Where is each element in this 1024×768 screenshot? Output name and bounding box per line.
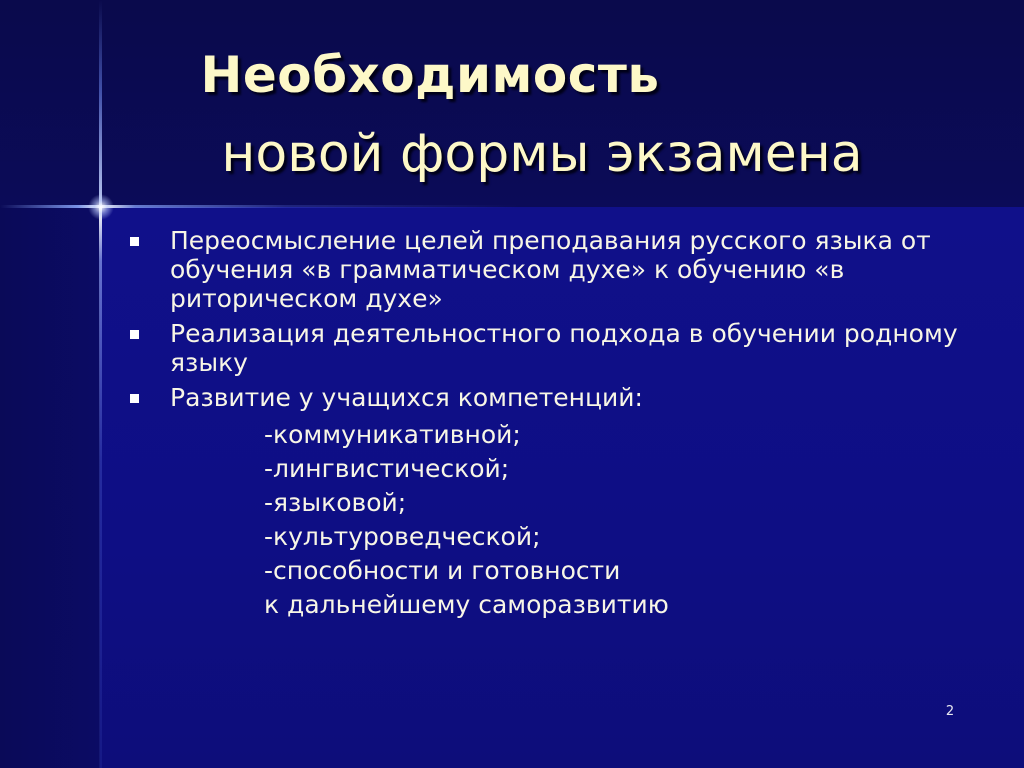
competency-item: -лингвистической; xyxy=(264,454,510,483)
bullet-list xyxy=(130,226,960,622)
left-strip xyxy=(0,207,100,768)
competency-item: -коммуникативной; xyxy=(264,420,521,449)
competency-item: -способности и готовности xyxy=(264,556,621,585)
slide-title: Необходимость xyxy=(200,46,660,104)
square-bullet-icon xyxy=(130,330,139,339)
bullet-text: Развитие у учащихся компетенций: xyxy=(170,383,643,412)
competency-item: -языковой; xyxy=(264,488,407,517)
bullet-text: Реализация деятельностного подхода в обучении родному языку xyxy=(170,319,958,377)
square-bullet-icon xyxy=(130,237,139,246)
competency-list xyxy=(130,418,960,622)
slide-subtitle: новой формы экзамена xyxy=(221,124,863,184)
bullet-text: Переосмысление целей преподавания русского языка от обучения «в грамматическом духе» к обучению «в риторическом духе» xyxy=(170,226,931,313)
sparkle-icon xyxy=(88,194,114,220)
bullet-item xyxy=(130,226,960,313)
page-number: 2 xyxy=(945,704,955,719)
flare-vertical-line xyxy=(99,0,102,768)
flare-horizontal-line xyxy=(0,205,520,208)
bullet-item xyxy=(130,319,960,377)
bullet-item xyxy=(130,383,960,412)
competency-item: к дальнейшему саморазвитию xyxy=(264,590,669,619)
square-bullet-icon xyxy=(130,394,139,403)
competency-item: -культуроведческой; xyxy=(264,522,541,551)
